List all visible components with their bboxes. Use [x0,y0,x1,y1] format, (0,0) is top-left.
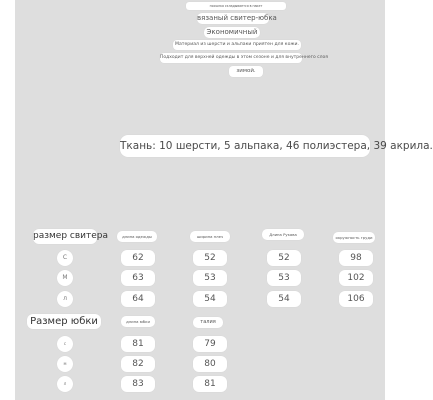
table-cell: 81 [193,376,227,392]
size-label: М [57,270,73,286]
table-cell: 62 [121,250,155,266]
size-label: с [57,336,73,352]
table-cell: 63 [121,270,155,286]
product-subtitle: Экономичный [204,27,260,38]
table-cell: 98 [339,250,373,266]
table-cell: 64 [121,291,155,307]
description-line-3: зимой. [229,66,263,77]
size-label: м [57,356,73,372]
table-cell: 82 [121,356,155,372]
size-label: С [57,250,73,266]
table-cell: 102 [339,270,373,286]
table-cell: 83 [121,376,155,392]
column-header: талия [193,317,223,328]
skirt-size-title: Размер юбки [27,314,101,329]
fabric-composition: Ткань: 10 шерсти, 5 альпака, 46 полиэстера, 39 акрила. [120,135,370,157]
table-cell: 53 [193,270,227,286]
column-header: ширина плеч [190,231,230,242]
product-title: вязаный свитер-юбка [197,14,277,22]
table-cell: 53 [267,270,301,286]
package-note: посылка складывается в пакет [186,2,286,10]
size-label: л [57,376,73,392]
size-label: л [57,291,73,307]
table-cell: 106 [339,291,373,307]
sweater-size-title: размер свитера [33,229,97,244]
table-cell: 80 [193,356,227,372]
table-cell: 54 [193,291,227,307]
table-cell: 79 [193,336,227,352]
table-cell: 52 [193,250,227,266]
column-header: Длина Рукава [262,229,304,240]
column-header: длина одежды [117,231,157,242]
column-header: окружность груди [333,232,375,243]
description-line-2: Подходит для верхней одежды в этом сезоне и для внутреннего слоя [160,53,302,63]
column-header: длина юбки [121,316,155,327]
table-cell: 52 [267,250,301,266]
description-line-1: Материал из шерсти и альпаки приятен для кожи. [173,40,301,50]
table-cell: 54 [267,291,301,307]
table-cell: 81 [121,336,155,352]
